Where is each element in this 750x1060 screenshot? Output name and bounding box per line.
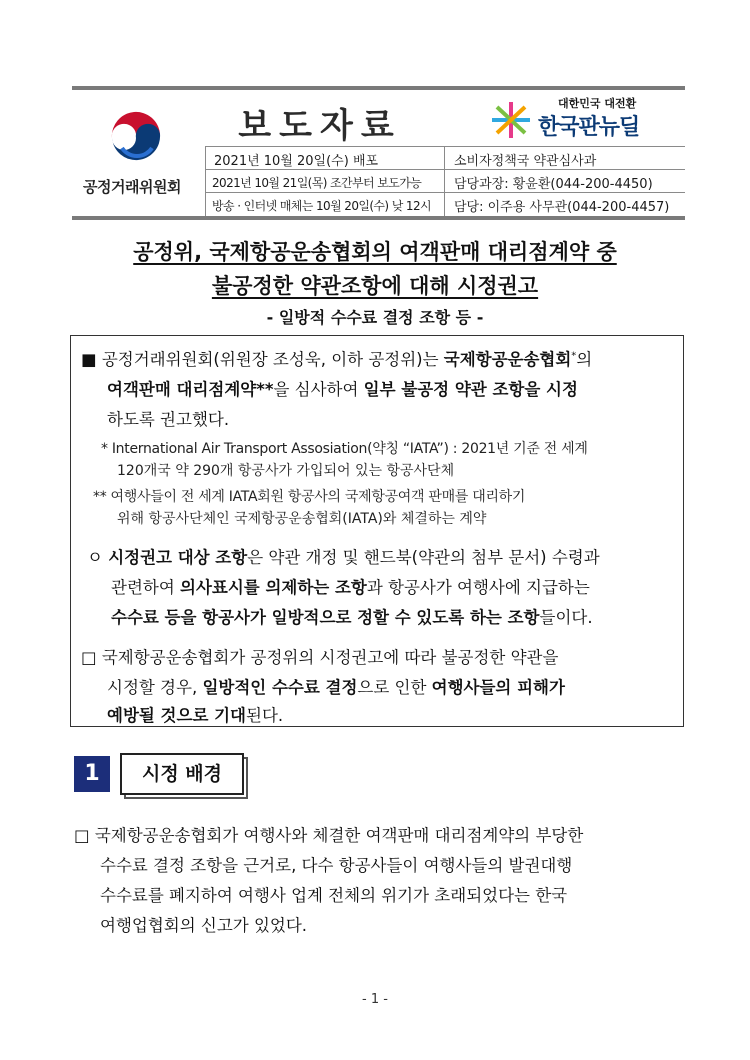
summary-p3-line3	[107, 702, 283, 726]
summary-p1-line3: 하도록 권고했다.	[107, 410, 230, 429]
summary-p2-line3	[111, 604, 593, 628]
text-run: 과 항공사가 여행사에 지급하는	[366, 578, 590, 597]
text-run: 관련하여	[111, 578, 181, 597]
section1-line1: □ 국제항공운송협회가 여행사와 체결한 여객판매 대리점계약의 부당한	[74, 826, 584, 845]
staff-contact: 담당: 이주용 사무관(044-200-4457)	[454, 200, 670, 215]
headline-subtitle: - 일방적 수수료 결정 조항 등 -	[266, 308, 484, 327]
header-divider	[205, 169, 685, 170]
text-run: 여행사들의 피해가	[431, 678, 565, 697]
embargo-date: 2021년 10월 21일(목) 조간부터 보도가능	[212, 176, 422, 190]
text-run: 여객판매 대리점계약**	[107, 380, 274, 399]
headline-line-1: 공정위, 국제항공운송협회의 여객판매 대리점계약 중	[133, 240, 617, 264]
header-divider	[205, 146, 685, 147]
footnote-1-line2: 120개국 약 290개 항공사가 가입되어 있는 항공사단체	[117, 463, 455, 479]
summary-box	[70, 335, 684, 727]
footnote-mark: *	[571, 350, 577, 362]
header-divider	[444, 146, 445, 216]
header-divider	[205, 192, 685, 193]
distribution-date: 2021년 10월 20일(수) 배포	[214, 154, 379, 169]
summary-p2-line1	[87, 544, 600, 568]
text-run: 시정권고 대상 조항	[108, 548, 248, 567]
text-run: 들이다.	[539, 608, 593, 627]
text-run: 국제항공운송협회	[443, 350, 572, 369]
section1-line3: 수수료를 폐지하여 여행사 업계 전체의 위기가 초래되었다는 한국	[100, 886, 568, 905]
footnote-1-line1: * International Air Transport Assosiation(약칭 “IATA”) : 2021년 기준 전 세계	[101, 441, 588, 457]
government-emblem-icon	[104, 104, 168, 168]
header-divider	[205, 146, 206, 216]
broadcast-note: 방송 · 인터넷 매체는 10월 20일(수) 낮 12시	[212, 199, 431, 213]
section1-line2: 수수료 결정 조항을 근거로, 다수 항공사들이 여행사들의 발권대행	[100, 856, 573, 875]
summary-p1-line2	[107, 376, 578, 400]
text-run: ㅇ	[87, 548, 109, 567]
summary-p2-line2	[111, 574, 590, 598]
text-run: 의사표시를 의제하는 조항	[180, 578, 367, 597]
text-run: 의	[576, 350, 593, 369]
manager-contact: 담당과장: 황윤환(044-200-4450)	[454, 177, 653, 192]
summary-p3-line2	[107, 674, 565, 698]
summary-p1-line1	[81, 346, 592, 370]
section1-line4: 여행업협회의 신고가 있었다.	[100, 916, 308, 935]
text-run: 은 약관 개정 및 핸드북(약관의 첨부 문서) 수령과	[247, 548, 600, 567]
text-run: 된다.	[246, 706, 284, 725]
text-run: 예방될 것으로 기대	[107, 706, 247, 725]
headline-line-2: 불공정한 약관조항에 대해 시정권고	[211, 274, 539, 298]
text-run: 으로 인한	[357, 678, 432, 697]
section-number-badge: 1	[74, 756, 110, 792]
text-run: 일부 불공정 약관 조항을 시정	[363, 380, 578, 399]
summary-p3-line1: □ 국제항공운송협회가 공정위의 시정권고에 따라 불공정한 약관을	[81, 648, 559, 667]
text-run: 시정할 경우,	[107, 678, 203, 697]
page-title: 보도자료	[238, 106, 402, 146]
page-number: - 1 -	[362, 992, 388, 1007]
agency-name: 공정거래위원회	[83, 178, 181, 196]
section-title: 시정 배경	[120, 753, 244, 795]
new-deal-logo-icon	[488, 100, 534, 140]
text-run: 일방적인 수수료 결정	[202, 678, 358, 697]
header-top-rule	[72, 86, 685, 90]
text-run: 을 심사하여	[273, 380, 364, 399]
brand-tagline: 대한민국 대전환	[558, 97, 637, 110]
brand-name: 한국판뉴딜	[538, 115, 640, 140]
header-bottom-rule	[72, 216, 685, 220]
footnote-2-line1: ** 여행사들이 전 세계 IATA회원 항공사의 국제항공여객 판매를 대리하기	[93, 489, 526, 505]
footnote-2-line2: 위해 항공사단체인 국제항공운송협회(IATA)와 체결하는 계약	[117, 511, 487, 527]
text-run: ■ 공정거래위원회(위원장 조성욱, 이하 공정위)는	[81, 350, 444, 369]
department: 소비자정책국 약관심사과	[454, 154, 597, 169]
text-run: 수수료 등을 항공사가 일방적으로 정할 수 있도록 하는 조항	[111, 608, 540, 627]
